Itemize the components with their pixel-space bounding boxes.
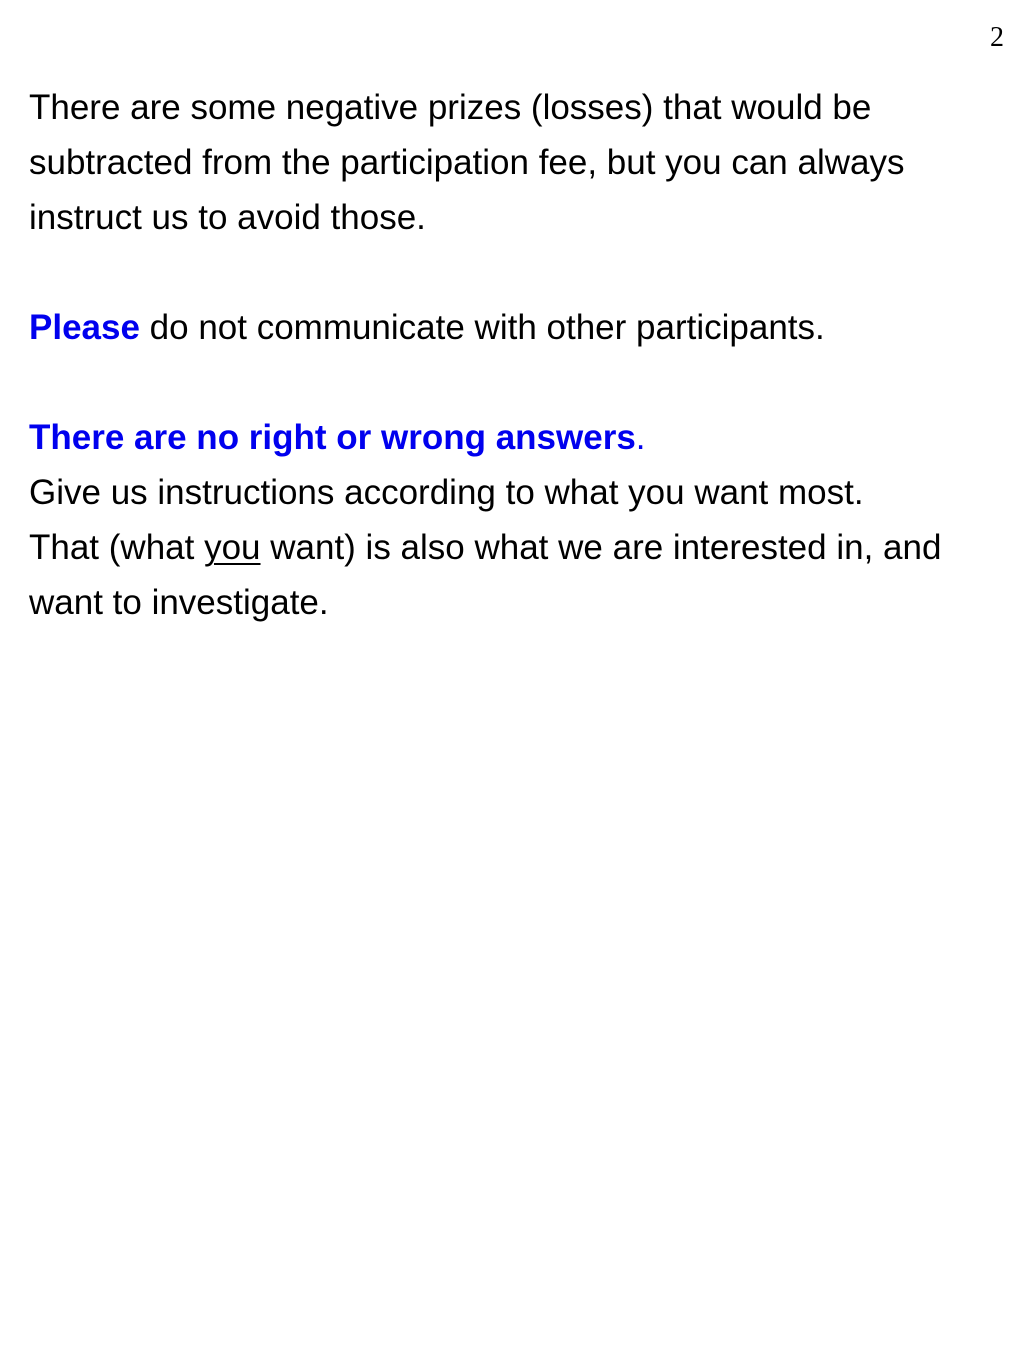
- paragraph-answers: [29, 410, 1024, 630]
- paragraph-line: subtracted from the participation fee, but you can always: [29, 143, 905, 182]
- paragraph-line: want to investigate.: [29, 583, 329, 622]
- communication-text: do not communicate with other participants.: [139, 308, 825, 347]
- paragraph-line: instruct us to avoid those.: [29, 198, 426, 237]
- paragraph-line: [29, 520, 1024, 575]
- paragraph-spacer: [29, 355, 1024, 410]
- paragraph-communication: [29, 300, 1024, 355]
- underlined-you: you: [204, 528, 261, 567]
- paragraph-spacer: [29, 245, 1024, 300]
- document-body: [29, 80, 1024, 630]
- line-text-before: That (what: [29, 528, 205, 567]
- line-text-after: want) is also what we are interested in, and: [260, 528, 942, 567]
- paragraph-negative-prizes: [29, 80, 1024, 245]
- paragraph-line: Give us instructions according to what you want most.: [29, 473, 864, 512]
- heading-period: .: [635, 418, 646, 457]
- please-emphasis: Please: [29, 308, 140, 347]
- page-number: 2: [990, 22, 1004, 53]
- no-right-wrong-heading: There are no right or wrong answers: [29, 418, 636, 457]
- paragraph-line: [29, 410, 1024, 465]
- paragraph-line: There are some negative prizes (losses) that would be: [29, 88, 872, 127]
- paragraph-line: [29, 300, 1024, 355]
